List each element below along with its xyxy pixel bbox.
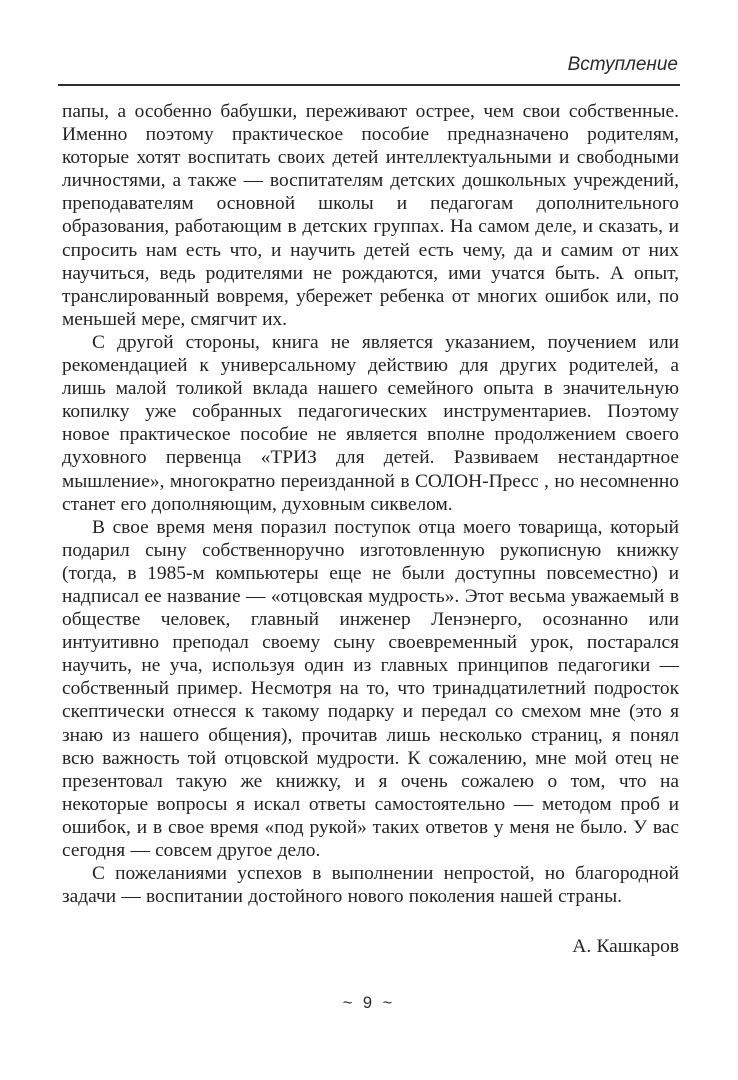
running-title: Вступление	[567, 54, 678, 75]
page-number: ~ 9 ~	[342, 994, 396, 1012]
header-rule	[58, 84, 680, 86]
paragraph: С пожеланиями успехов в выполнении непростой, но благородной задачи — воспитании достойного нового поколения нашей страны.	[62, 863, 679, 908]
body-text	[62, 100, 679, 958]
paragraph: папы, а особенно бабушки, переживают острее, чем свои собственные. Именно поэтому практическое пособие предназначено родителям, которые хотят воспитать своих детей интеллектуальными и свободными личностями, а также — воспитателям детских дошкольных учреждений, преподавателям основной школы и педагогам дополнительного образования, работающим в детских группах. На самом деле, и сказать, и спросить нам есть что, и научить детей есть чему, да и самим от них научиться, ведь родителями не рождаются, ими учатся быть. А опыт, транслированный вовремя, убережет ребенка от многих ошибок или, по меньшей мере, смягчит их.	[62, 101, 679, 330]
paragraph: В свое время меня поразил поступок отца моего товарища, который подарил сыну собственноручно изготовленную рукописную книжку (тогда, в 1985-м компьютеры еще не были доступны повсеместно) и надписал ее название — «отцовская мудрость». Этот весьма уважаемый в обществе человек, главный инженер Ленэнерго, осознанно или интуитивно преподал своему сыну своевременный урок, постарался научить, не уча, используя один из главных принципов педагогики — собственный пример. Несмотря на то, что тринадцатилетний подросток скептически отнесся к такому подарку и передал со смехом мне (это я знаю из нашего общения), прочитав лишь несколько страниц, я понял всю важность той отцовской мудрости. К сожалению, мне мой отец не презентовал такую же книжку, и я очень сожалею о том, что на некоторые вопросы я искал ответы самостоятельно — методом проб и ошибок, и в свое время «под рукой» таких ответов у меня не было. У вас сегодня — совсем другое дело.	[62, 516, 679, 861]
author-signature: А. Кашкаров	[572, 936, 679, 958]
paragraph: С другой стороны, книга не является указанием, поучением или рекомендацией к универсальному действию для других родителей, а лишь малой толикой вклада нашего семейного опыта в значительную копилку уже собранных педагогических инструментариев. Поэтому новое практическое пособие не является вполне продолжением своего духовного первенца «ТРИЗ для детей. Развиваем нестандартное мышление», многократно переизданной в СОЛОН-Пресс , но несомненно станет его дополняющим, духовным сиквелом.	[62, 331, 679, 515]
